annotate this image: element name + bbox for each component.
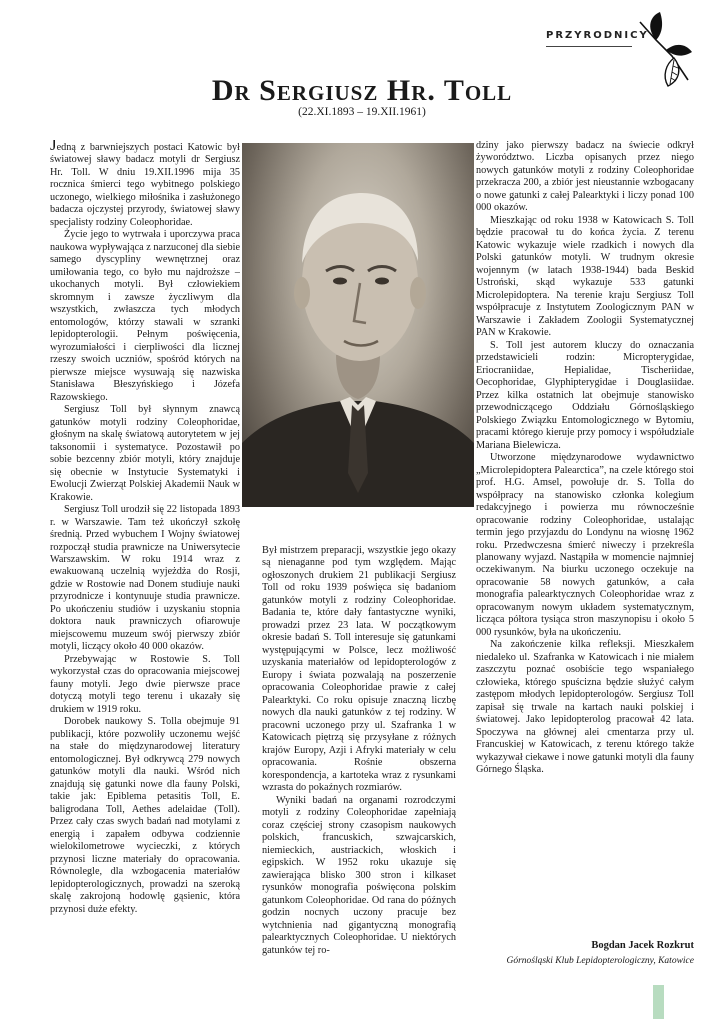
right-paragraph: Na zakończenie kilka refleksji. Mieszkałem niedaleko ul. Szafranka w Katowicach i nie miałem zaszczytu poznać osobiście tego wspaniałego człowieka, którego spuścizna będzie służyć całym zastępom młodych lepidopterologów. Sergiusz Toll zapisał się trwale na kartach nauki polskiej i światowej. Jako lepidopterolog pracował 42 lata. Spoczywa na głównej alei cmentarza przy ul. Francuskiej w Katowicach, z terenu którego także wykazywał ciekawe i nowe gatunki motyli dla fauny Górnego Śląska. (476, 639, 694, 776)
left-paragraph: Życie jego to wytrwała i uporczywa praca naukowa wypływająca z narzuconej dla siebie samego dyscypliny wewnętrznej oraz umiłowania tego, co było mu najdroższe – ukochanych motyli. Był człowiekiem skromnym i zawsze życzliwym dla wszystkich, zwłaszcza tych młodych entomologów, którzy stawali w szranki lepidopterologii. Pełnym poświęcenia, wyrozumiałości i cierpliwości dla licznej rzeszy swoich uczniów, spośród których na pierwsze miejsce wysuwają się nazwiska Stanisława Błeszyńskiego i Józefa Razowskiego. (50, 229, 240, 403)
left-paragraph: Przebywając w Rostowie S. Toll wykorzystał czas do opracowania miejscowej fauny motyli. Jego dwie pierwsze prace dotyczą motyli tego terenu i ukazały się drukiem w 1919 roku. (50, 653, 240, 715)
section-header-label: PRZYRODNICY (546, 30, 649, 41)
middle-paragraph: Był mistrzem preparacji, wszystkie jego okazy są nienaganne pod tym względem. Mając ogłoszonych drukiem 21 publikacji Sergiusz Toll od roku 1939 poświęca się badaniom gatunków motyli z rodziny Coleophoridae. Badania te, które dały fantastyczne wyniki, prowadzi przez 23 lata. W początkowym okresie badań S. Toll interesuje się gatunkami występującymi w Polsce, lecz możliwość uzyskania materiałów od lepidopterologów z Europy i świata pozwalają na poszerzenie opracowania Coleophoridae prawie z całej Palearktyki. Co roku opisuje znaczną liczbę nowych dla nauki gatunków z tej rodziny. W pracowni uczonego przy ul. Szafranka 1 w Katowicach piętrzą się przysyłane z różnych krajów Europy, Azji i Afryki materiały w celu opracowania. Rośnie obszerna korespondencja, a kartoteka wraz z rysunkami wzrasta do pokaźnych rozmiarów. (262, 545, 456, 794)
left-paragraph: Jedną z barwniejszych postaci Katowic był światowej sławy badacz motyli dr Sergiusz Hr. Toll. W dniu 19.XII.1996 mija 35 rocznica śmierci tego wybitnego polskiego uczonego, wielkiego miłośnika i zasłużonego badacza ojczystej przyrody, światowej sławy specjalisty rodziny Coleophoridae. (50, 140, 240, 229)
article-title: Dr Sergiusz Hr. Toll (211, 74, 513, 107)
page-edge-tab (653, 985, 664, 1019)
article-dates: (22.XI.1893 – 19.XII.1961) (298, 106, 426, 118)
portrait-photo (242, 143, 474, 507)
left-column (50, 140, 240, 980)
right-paragraph: dziny jako pierwszy badacz na świecie odkrył żyworództwo. Liczba opisanych przez niego nowych gatunków motyli z rodziny Coleophoridae przekracza 200, a zbiór jest nieustannie wzbogacany o nowe gatunki z całej Palearktyki i liczy ponad 100 000 okazów. (476, 140, 694, 214)
right-paragraph: S. Toll jest autorem kluczy do oznaczania przedstawicieli rodzin: Micropterygidae, Eriocraniidae, Hepialidae, Tischeriidae, Oecophoridae, Glyphipterygidae i Douglasiidae. Przez kilka ostatnich lat obejmuje stanowisko przewodniczącego Oddziału Górnośląskiego Polskiego Związku Entomologicznego w Bytomiu, pracami którego kieruje przy pomocy i współudziale Mariana Bielewicza. (476, 339, 694, 451)
section-header-rule (546, 46, 632, 47)
left-paragraph: Dorobek naukowy S. Tolla obejmuje 91 publikacji, które pozwoliły uczonemu wejść na stałe do międzynarodowej literatury entomologicznej. Był odkrywcą 279 nowych gatunków motyli dla nauki. Wśród nich znajdują się gatunki nowe dla fauny Polski, takie jak: Epiblema petasitis Toll, E. baligrodana Toll, Aethes adelaidae (Toll). Przez cały czas swych badań nad motylami z energią i zapałem odbywa codziennie wielokilometrowe wycieczki, z których przynosi liczne materiały do opracowania. Równolegle, dla wzbogacenia materiałów lepidopterologicznych, prowadzi na szeroką skalę zakrojoną hodowlę gąsienic, która przynosi duże efekty. (50, 716, 240, 915)
author-affiliation: Górnośląski Klub Lepidopterologiczny, Katowice (506, 956, 694, 966)
author-signature: Bogdan Jacek Rozkrut (591, 940, 694, 951)
right-paragraph: Utworzone międzynarodowe wydawnictwo „Microlepidoptera Palearctica”, na czele którego stoi prof. H.G. Amsel, powołuje dr. S. Tolla do współpracy na stanowisko członka kolegium redakcyjnego i powierza mu równocześnie opracowanie rodziny Coleophoridae, ustalając termin jego przyjazdu do Londynu na wiosnę 1962 roku. Przedwczesna śmierć niweczy i przekreśla planowany wyjazd. Nastąpiła w momencie najmniej oczekiwanym. Na biurku uczonego oczekuje na opracowanie 58 nowych gatunków, a cała monografia palearktycznych Coleophoridae wraz z opracowanym nowym układem systematycznym, licząca półtora tysiąca stron maszynopisu i około 5 000 rysunków, była na ukończeniu. (476, 452, 694, 638)
left-paragraph: Sergiusz Toll był słynnym znawcą gatunków motyli rodziny Coleophoridae, głośnym na skalę światową autorytetem w jej taksonomii i systematyce. Pozostawił po sobie bezcenny zbiór motyli, który znajduje się obecnie w Instytucie Systematyki i Ewolucji Zwierząt Polskiej Akademii Nauk w Krakowie. (50, 404, 240, 503)
left-paragraph: Sergiusz Toll urodził się 22 listopada 1893 r. w Warszawie. Tam też ukończył szkołę średnią. Przed wybuchem I Wojny światowej rozpoczął studia prawnicze na Uniwersytecie Warszawskim. W roku 1914 wraz z ewakuowaną uczelnią wyjeżdża do Rosji, gdzie w Rostowie nad Donem studiuje nauki przyrodnicze i kontynuuje studia prawnicze. Po ukończeniu studiów i uzyskaniu stopnia doktora nauk prawniczych ofiarowuje miejscowemu muzeum swój pierwszy zbiór motyli, liczący około 40 000 okazów. (50, 504, 240, 653)
middle-paragraph: Wyniki badań na organami rozrodczymi motyli z rodziny Coleophoridae zapełniają coraz częściej strony czasopism naukowych polskich, francuskich, szwajcarskich, niemieckich, austriackich, włoskich i egipskich. W 1952 roku ukazuje się zawierająca blisko 300 stron i kilkaset rysunków monografia poświęcona polskim gatunkom Coleophoridae. Od rana do późnych godzin nocnych uczony pracuje bez wytchnienia nad gigantyczną monografią palearktycznych Coleophoridae. U niektórych gatunków tej ro- (262, 794, 456, 956)
right-paragraph: Mieszkając od roku 1938 w Katowicach S. Toll będzie pracował tu do końca życia. Z terenu Katowic wykazuje wiele rzadkich i nowych dla Polski gatunków motyli. W trudnym okresie wojennym (w latach 1938-1944) bada Beskid Ustroński, skąd wykazuje 533 gatunki Microlepidoptera. Na terenie kraju Sergiusz Toll współpracuje z Instytutem Zoologicznym PAN w Warszawie i Zakładem Zoologii Systematycznej PAN w Krakowie. (476, 214, 694, 339)
right-column (476, 140, 694, 920)
drop-cap: J (50, 140, 57, 154)
middle-column (262, 545, 456, 975)
